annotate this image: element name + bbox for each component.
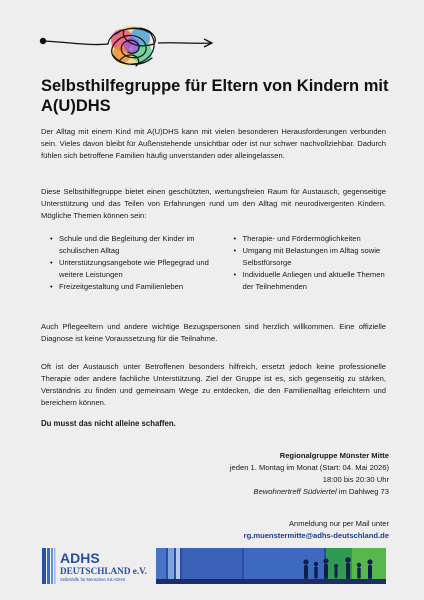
list-item: • Freizeitgestaltung und Familienleben [51,281,225,293]
list-item: • Individuelle Anliegen und aktuelle Themen der Teilnehmenden [235,269,391,293]
purpose-paragraph: Diese Selbsthilfegruppe bietet einen geschützten, wertungsfreien Raum für Austausch, gegenseitige Unterstützung und das Teilen von Erfahrungen rund um den Alltag mit neurodivergenten Kindern. Mögliche Themen können sein: [41,187,386,220]
tagline: Du musst das nicht alleine schaffen. [41,419,176,428]
list-item: • Umgang mit Belastungen im Alltag sowie Selbstfürsorge [235,245,391,269]
footer [42,548,386,584]
group-name: Regionalgruppe Münster Mitte [279,451,389,460]
topic-list [41,233,391,293]
meeting-schedule: jeden 1. Montag im Monat (Start: 04. Mai 2026) [229,463,389,472]
list-item: • Unterstützungsangebote wie Pflegegrad und weitere Leistungen [51,257,225,281]
disclaimer-paragraph: Oft ist der Austausch unter Betroffenen besonders hilfreich, ersetzt jedoch keine professionelle Therapie oder andere fachliche Unterstützung. Ziel der Gruppe ist es, sich gegenseitig zu stärken, Verständnis zu finden und gemeinsam Wege zu entdecken, die den Familienalltag erleichtern und bereichern können. [41,362,386,407]
venue-name: Bewohnertreff Südviertel [253,487,337,496]
logo-line1: ADHS [60,550,100,566]
venue-address: im Dahlweg 73 [336,487,389,496]
meeting-venue [254,486,390,498]
meeting-time: 18:00 bis 20:30 Uhr [322,475,389,484]
topic-list-right [225,233,391,293]
registration-text: Anmeldung nur per Mail unter [288,519,389,528]
list-item: • Schule und die Begleitung der Kinder im schulischen Alltag [51,233,225,257]
people-silhouette-banner-icon [156,548,386,584]
topic-list-left [41,233,225,293]
list-item: • Therapie- und Fördermöglichkeiten [235,233,391,245]
email-link[interactable]: rg.muenstermitte@adhs-deutschland.de [243,531,389,540]
logo-tagline: Selbsthilfe für Menschen mit ADHS [60,577,126,582]
intro-paragraph: Der Alltag mit einem Kind mit A(U)DHS kann mit vielen besonderen Herausforderungen verbunden sein. Vieles davon bleibt für Außenstehende unsichtbar oder ist nur schwer nachvollziehbar. Dadurch fühlen sich betroffene Familien häufig unverstanden oder alleingelassen. [41,127,386,160]
welcome-paragraph: Auch Pflegeeltern und andere wichtige Bezugspersonen sind herzlich willkommen. Eine offizielle Diagnose ist keine Voraussetzung für die Teilnahme. [41,322,386,343]
page-title: Selbsthilfegruppe für Eltern von Kindern mit A(U)DHS [41,77,389,115]
adhs-deutschland-logo-icon [42,548,152,584]
logo-line2: DEUTSCHLAND e.V. [60,566,147,576]
tangled-brain-logo-icon [36,20,216,78]
